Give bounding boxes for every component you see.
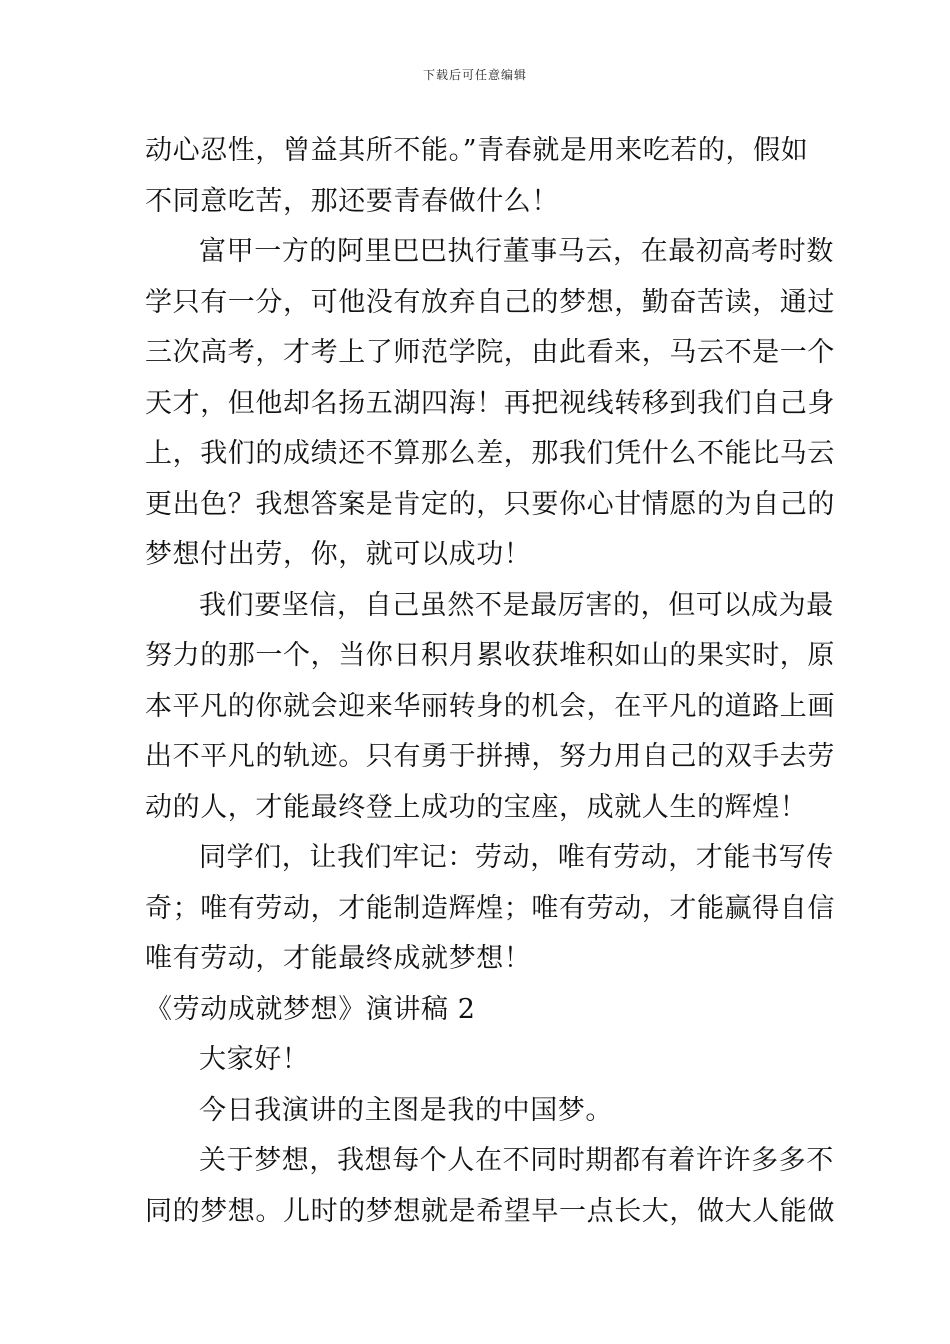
text-line: 同学们，让我们牢记：劳动，唯有劳动，才能书写传: [199, 842, 834, 873]
text-line: 动的人，才能最终登上成功的宝座，成就人生的辉煌！: [145, 791, 808, 823]
text-line: 我们要坚信，自己虽然不是最厉害的，但可以成为最: [199, 589, 834, 621]
text-line: 唯有劳动，才能最终成就梦想！: [145, 943, 532, 974]
text-line: 大家好！: [199, 1044, 310, 1075]
text-line: 奇；唯有劳动，才能制造辉煌；唯有劳动，才能赢得自信: [145, 892, 835, 924]
text-line: 不同意吃苦，那还要青春做什么！: [145, 185, 559, 217]
text-line: 富甲一方的阿里巴巴执行董事马云，在最初高考时数: [199, 236, 834, 267]
text-line: 学只有一分，可他没有放弃自己的梦想，勤奋苦读，通过: [145, 286, 835, 318]
text-line: 天才，但他却名扬五湖四海！再把视线转移到我们自己身: [145, 387, 835, 419]
text-line: 今日我演讲的主图是我的中国梦。: [199, 1094, 613, 1126]
text-line: 上，我们的成绩还不算那么差，那我们凭什么不能比马云: [145, 438, 835, 469]
page-header-note: 下载后可任意编辑: [422, 68, 527, 82]
text-line: 关于梦想，我想每个人在不同时期都有着许许多多不: [199, 1145, 834, 1176]
text-line: 本平凡的你就会迎来华丽转身的机会，在平凡的道路上画: [145, 690, 835, 722]
text-line: 动心忍性，曾益其所不能。”青春就是用来吃若的，假如: [145, 135, 809, 166]
text-line: 三次高考，才考上了师范学院，由此看来，马云不是一个: [145, 337, 835, 368]
text-line: 出不平凡的轨迹。只有勇于拼搏，努力用自己的双手去劳: [145, 741, 835, 772]
text-line: 梦想付出劳，你，就可以成功！: [145, 539, 532, 570]
text-line: 同的梦想。儿时的梦想就是希望早一点长大，做大人能做: [145, 1195, 835, 1227]
text-line: 更出色？我想答案是肯定的，只要你心甘情愿的为自己的: [145, 488, 835, 520]
text-line: 努力的那一个，当你日积月累收获堆积如山的果实时，原: [145, 640, 835, 671]
section-title: 《劳动成就梦想》演讲稿 2: [145, 993, 476, 1025]
document-body: [145, 126, 835, 1237]
